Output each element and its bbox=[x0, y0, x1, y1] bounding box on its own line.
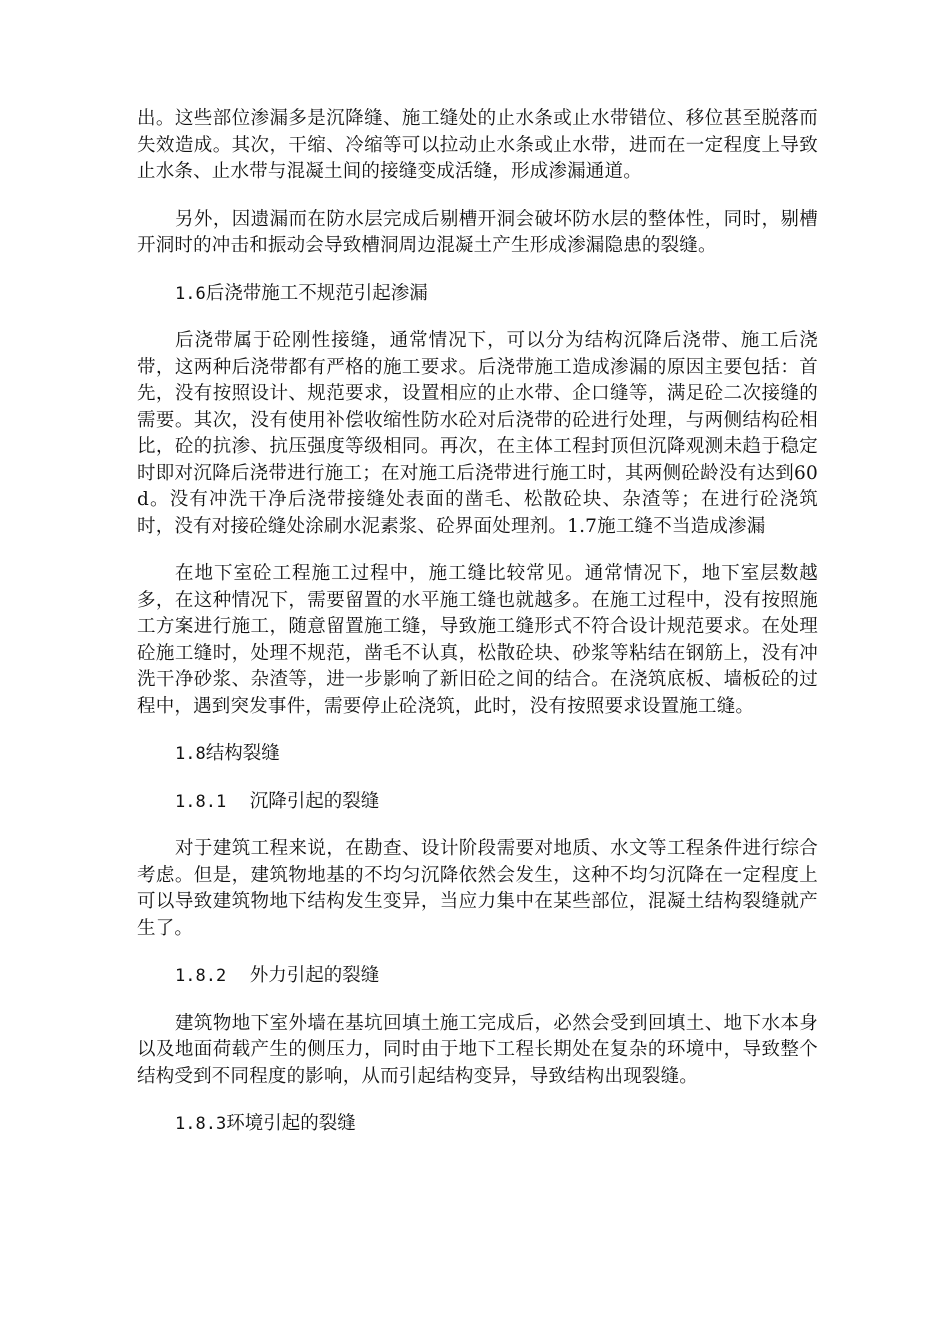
paragraph-slotting-damage: 另外，因遗漏而在防水层完成后剔槽开洞会破坏防水层的整体性，同时，剔槽开洞时的冲击和振动会导致槽洞周边混凝土产生形成渗漏隐患的裂缝。 bbox=[137, 208, 818, 256]
heading-1-8-3 bbox=[137, 1111, 818, 1138]
heading-text: 沉降引起的裂缝 bbox=[249, 790, 380, 812]
heading-number: 1.8 bbox=[175, 744, 206, 764]
paragraph-external-force-cracks: 建筑物地下室外墙在基坑回填土施工完成后，必然会受到回填土、地下水本身以及地面荷载产生的侧压力，同时由于地下工程长期处在复杂的环境中，导致整个结构受到不同程度的影响，从而引起结构变异，导致结构出现裂缝。 bbox=[137, 1012, 818, 1087]
paragraph-post-pour-strip: 后浇带属于砼刚性接缝，通常情况下，可以分为结构沉降后浇带、施工后浇带，这两种后浇带都有严格的施工要求。后浇带施工造成渗漏的原因主要包括：首先，没有按照设计、规范要求，设置相应的止水带、企口缝等，满足砼二次接缝的需要。其次，没有使用补偿收缩性防水砼对后浇带的砼进行处理，与两侧结构砼相比，砼的抗渗、抗压强度等级相同。再次，在主体工程封顶但沉降观测未趋于稳定时即对沉降后浇带进行施工；在对施工后浇带进行施工时，其两侧砼龄没有达到60d。没有冲洗干净后浇带接缝处表面的凿毛、松散砼块、杂渣等；在进行砼浇筑时，没有对接砼缝处涂刷水泥素浆、砼界面处理剂。1.7施工缝不当造成渗漏 bbox=[137, 330, 818, 537]
heading-text: 后浇带施工不规范引起渗漏 bbox=[205, 282, 428, 304]
document-body bbox=[137, 106, 818, 1138]
heading-number: 1.8.1 bbox=[175, 791, 227, 812]
heading-text: 外力引起的裂缝 bbox=[249, 965, 380, 986]
paragraph-leakage-causes: 出。这些部位渗漏多是沉降缝、施工缝处的止水条或止水带错位、移位甚至脱落而失效造成。其次，干缩、冷缩等可以拉动止水条或止水带，进而在一定程度上导致止水条、止水带与混凝土间的接缝变成活缝，形成渗漏通道。 bbox=[137, 108, 818, 182]
paragraph-settlement-cracks: 对于建筑工程来说，在勘查、设计阶段需要对地质、水文等工程条件进行综合考虑。但是，建筑物地基的不均匀沉降依然会发生，这种不均匀沉降在一定程度上可以导致建筑物地下结构发生变异，当应力集中在某些部位，混凝土结构裂缝就产生了。 bbox=[137, 838, 818, 939]
heading-number: 1.6 bbox=[175, 283, 206, 304]
paragraph-construction-joints: 在地下室砼工程施工过程中，施工缝比较常见。通常情况下，地下室层数越多，在这种情况下，需要留置的水平施工缝也就越多。在施工过程中，没有按照施工方案进行施工，随意留置施工缝，导致施工缝形式不符合设计规范要求。在处理砼施工缝时，处理不规范，凿毛不认真，松散砼块、砂浆等粘结在钢筋上，没有冲洗干净砂浆、杂渣等，进一步影响了新旧砼之间的结合。在浇筑底板、墙板砼的过程中，遇到突发事件，需要停止砼浇筑，此时，没有按照要求设置施工缝。 bbox=[137, 563, 818, 717]
heading-text: 环境引起的裂缝 bbox=[226, 1113, 356, 1134]
heading-number: 1.8.2 bbox=[175, 966, 227, 986]
heading-1-6 bbox=[137, 281, 818, 308]
heading-1-8-2 bbox=[137, 963, 818, 990]
heading-number: 1.8.3 bbox=[175, 1114, 227, 1134]
heading-1-8 bbox=[137, 741, 818, 768]
heading-text: 结构裂缝 bbox=[205, 743, 280, 764]
heading-1-8-1 bbox=[137, 789, 818, 816]
